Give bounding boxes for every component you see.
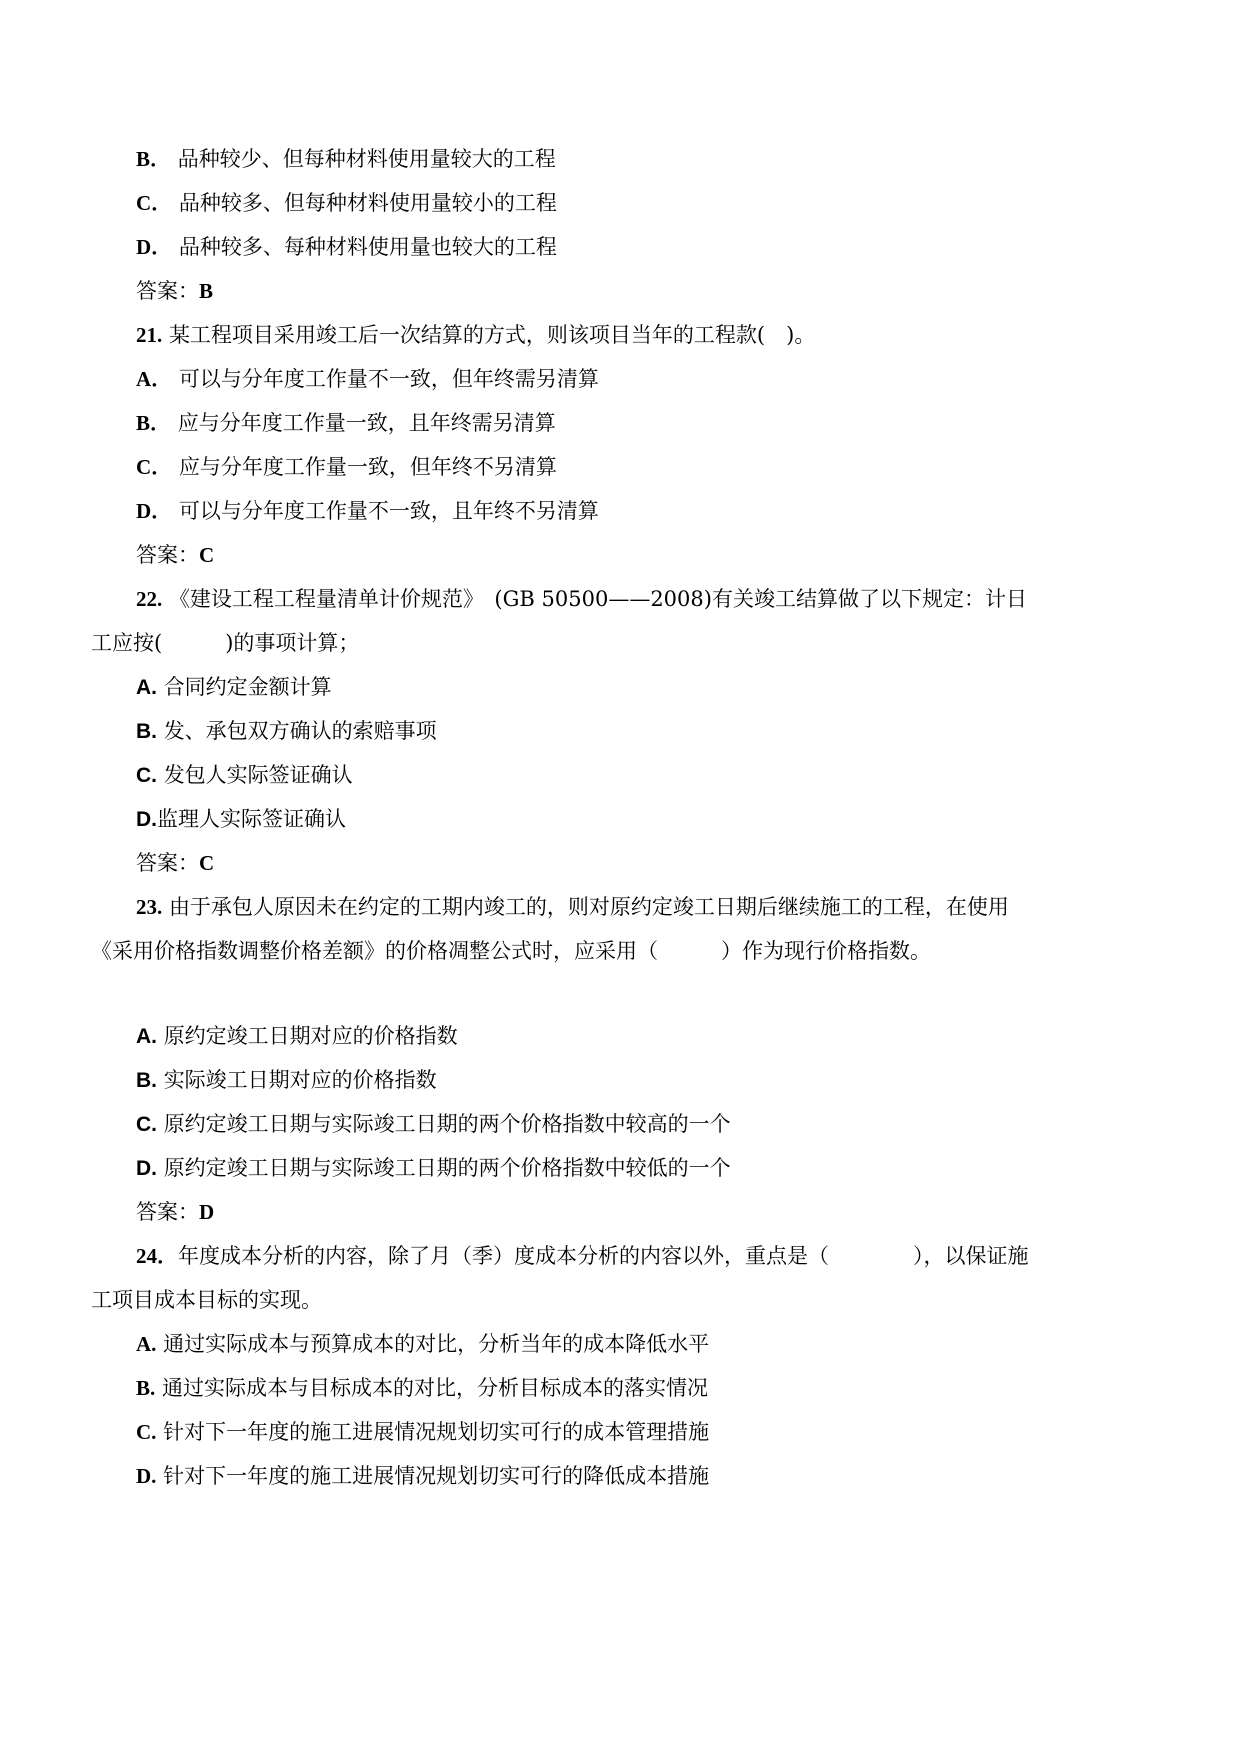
answer-label: 答案： bbox=[136, 1200, 199, 1224]
question-text: 由于承包人原因未在约定的工期内竣工的，则对原约定竣工日期后继续施工的工程，在使用 bbox=[168, 895, 1009, 919]
option-label: D． bbox=[136, 235, 173, 259]
option-d bbox=[136, 805, 346, 834]
question-text: 《建设工程工程量清单计价规范》 (GB 50500——2008)有关竣工结算做了以下规定：计日 bbox=[168, 587, 1027, 611]
option-text: 原约定竣工日期与实际竣工日期的两个价格指数中较高的一个 bbox=[163, 1112, 731, 1136]
question-stem-continued: 工项目成本目标的实现。 bbox=[91, 1288, 322, 1312]
option-c bbox=[136, 1418, 709, 1446]
option-text: 发、承包双方确认的索赔事项 bbox=[163, 719, 437, 743]
option-text: 原约定竣工日期对应的价格指数 bbox=[163, 1024, 458, 1048]
question-stem-continued: 工应按( )的事项计算； bbox=[91, 631, 360, 655]
option-b bbox=[136, 409, 556, 437]
option-c bbox=[136, 453, 557, 481]
question-stem-continued: 《采用价格指数调整价格差额》的价格凋整公式时，应采用（ ）作为现行价格指数。 bbox=[91, 939, 931, 963]
question-text: 某工程项目采用竣工后一次结算的方式，则该项目当年的工程款( )。 bbox=[168, 323, 816, 347]
option-label: D. bbox=[136, 1157, 157, 1180]
option-label: A． bbox=[136, 367, 173, 391]
option-d bbox=[136, 1154, 731, 1183]
option-label: B． bbox=[136, 411, 172, 435]
option-text: 应与分年度工作量一致，但年终不另清算 bbox=[178, 455, 557, 479]
question-number: 24． bbox=[136, 1244, 178, 1268]
option-label: D. bbox=[136, 1464, 157, 1488]
option-text: 实际竣工日期对应的价格指数 bbox=[163, 1068, 437, 1092]
answer-line bbox=[136, 541, 214, 569]
question-stem bbox=[136, 585, 1027, 613]
option-b bbox=[136, 1066, 437, 1095]
option-label: A. bbox=[136, 1332, 157, 1356]
option-label: C． bbox=[136, 455, 173, 479]
option-c bbox=[136, 761, 353, 790]
option-text: 原约定竣工日期与实际竣工日期的两个价格指数中较低的一个 bbox=[163, 1156, 731, 1180]
option-label: B. bbox=[136, 1376, 156, 1400]
question-stem bbox=[136, 1242, 1029, 1270]
option-text: 监理人实际签证确认 bbox=[157, 807, 346, 831]
option-text: 品种较少、但每种材料使用量较大的工程 bbox=[177, 147, 556, 171]
option-label: A. bbox=[136, 1025, 157, 1048]
question-stem bbox=[136, 893, 1009, 921]
option-label: B. bbox=[136, 1069, 157, 1092]
option-label: A. bbox=[136, 676, 157, 699]
option-c bbox=[136, 1110, 731, 1139]
option-text: 可以与分年度工作量不一致，且年终不另清算 bbox=[178, 499, 599, 523]
question-stem bbox=[136, 321, 815, 349]
option-text: 品种较多、但每种材料使用量较小的工程 bbox=[178, 191, 557, 215]
option-text: 应与分年度工作量一致，且年终需另清算 bbox=[177, 411, 556, 435]
question-text: 年度成本分析的内容，除了月（季）度成本分析的内容以外，重点是（ ），以保证施 bbox=[178, 1244, 1029, 1268]
option-label: C. bbox=[136, 764, 157, 787]
answer-line bbox=[136, 277, 213, 305]
option-d bbox=[136, 1462, 709, 1490]
option-label: C． bbox=[136, 191, 173, 215]
option-label: B． bbox=[136, 147, 172, 171]
answer-label: 答案： bbox=[136, 851, 199, 875]
option-b bbox=[136, 717, 437, 746]
option-text: 针对下一年度的施工进展情况规划切实可行的降低成本措施 bbox=[163, 1464, 710, 1488]
option-text: 可以与分年度工作量不一致，但年终需另清算 bbox=[178, 367, 599, 391]
answer-line bbox=[136, 1198, 214, 1226]
option-text: 合同约定金额计算 bbox=[163, 675, 332, 699]
option-b bbox=[136, 145, 556, 173]
answer-line bbox=[136, 849, 214, 877]
option-label: D. bbox=[136, 808, 157, 831]
option-a bbox=[136, 365, 599, 393]
option-a bbox=[136, 1022, 458, 1051]
option-b bbox=[136, 1374, 708, 1402]
question-number: 23. bbox=[136, 895, 163, 919]
option-label: B. bbox=[136, 720, 157, 743]
answer-value: C bbox=[199, 543, 215, 567]
answer-label: 答案： bbox=[136, 279, 199, 303]
option-a bbox=[136, 673, 332, 702]
option-text: 发包人实际签证确认 bbox=[163, 763, 353, 787]
question-number: 22. bbox=[136, 587, 163, 611]
option-text: 通过实际成本与预算成本的对比，分析当年的成本降低水平 bbox=[163, 1332, 710, 1356]
answer-value: C bbox=[199, 851, 215, 875]
option-label: D． bbox=[136, 499, 173, 523]
option-label: C. bbox=[136, 1113, 157, 1136]
answer-label: 答案： bbox=[136, 543, 199, 567]
option-text: 品种较多、每种材料使用量也较大的工程 bbox=[178, 235, 557, 259]
option-c bbox=[136, 189, 557, 217]
answer-value: D bbox=[199, 1200, 215, 1224]
option-label: C. bbox=[136, 1420, 157, 1444]
option-a bbox=[136, 1330, 709, 1358]
option-d bbox=[136, 497, 599, 525]
option-text: 针对下一年度的施工进展情况规划切实可行的成本管理措施 bbox=[163, 1420, 710, 1444]
option-text: 通过实际成本与目标成本的对比，分析目标成本的落实情况 bbox=[161, 1376, 708, 1400]
answer-value: B bbox=[199, 279, 214, 303]
question-number: 21. bbox=[136, 323, 163, 347]
option-d bbox=[136, 233, 557, 261]
